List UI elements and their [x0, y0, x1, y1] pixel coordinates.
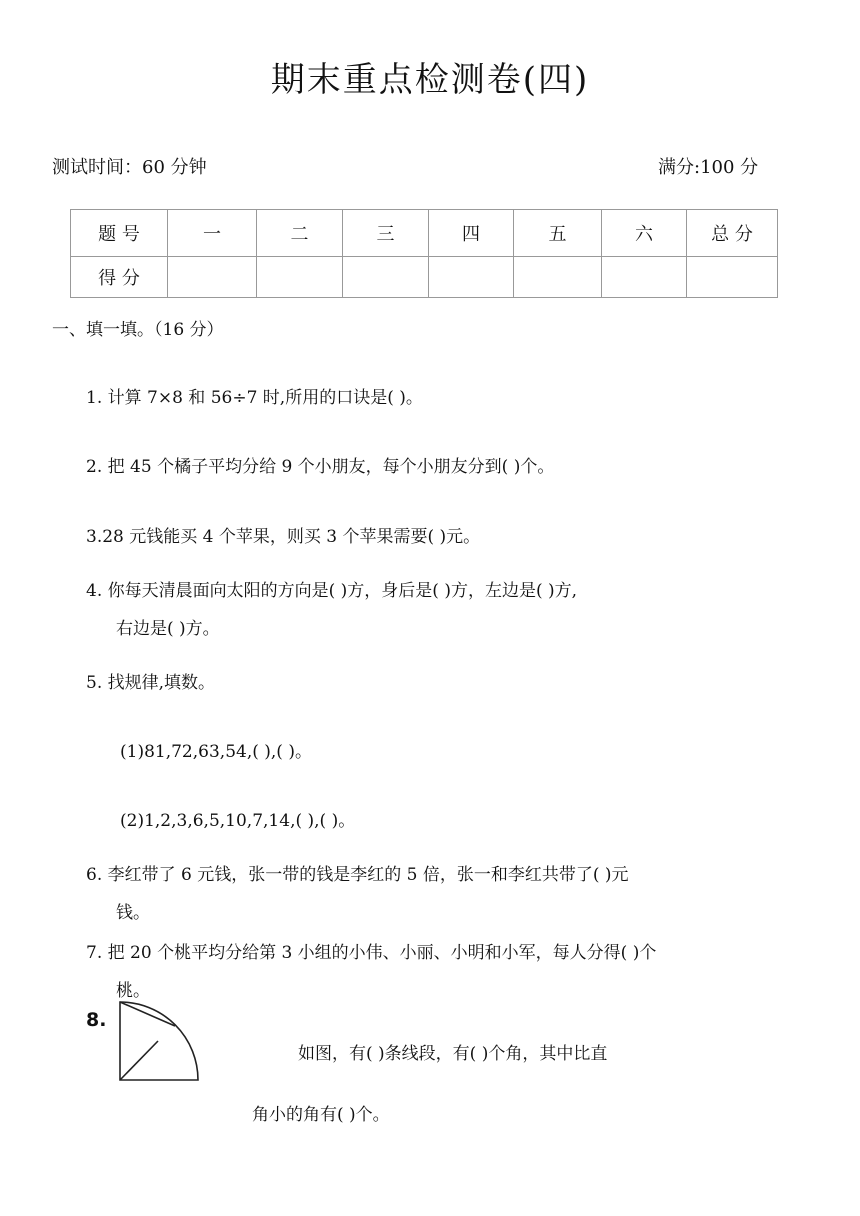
header-cell: 二: [257, 210, 343, 257]
question-2: 2. 把 45 个橘子平均分给 9 个小朋友，每个小朋友分到( )个。: [86, 457, 555, 477]
header-cell: 四: [429, 210, 514, 257]
score-table-header-row: [71, 210, 778, 257]
header-cell: 一: [168, 210, 257, 257]
section-heading: 一、填一填。（16 分）: [52, 320, 224, 340]
score-table: [70, 209, 778, 298]
question-5-part2: (2)1,2,3,6,5,10,7,14,( ),( )。: [120, 811, 356, 831]
header-cell: 总 分: [687, 210, 778, 257]
question-8-line1: 如图，有( )条线段，有( )个角，其中比直: [298, 1044, 608, 1064]
question-6-line2: 钱。: [116, 903, 150, 923]
header-cell: 三: [343, 210, 429, 257]
score-cell[interactable]: [602, 257, 687, 298]
full-score: 满分:100 分: [658, 157, 759, 178]
question-7-line2: 桃。: [116, 981, 150, 1001]
row-label: 得 分: [71, 257, 168, 298]
header-cell: 五: [514, 210, 602, 257]
score-cell[interactable]: [168, 257, 257, 298]
page-title: 期末重点检测卷(四): [270, 60, 590, 100]
question-5-part1: (1)81,72,63,54,( ),( )。: [120, 742, 312, 762]
question-4-line2: 右边是( )方。: [116, 619, 220, 639]
question-8-line2: 角小的角有( )个。: [252, 1105, 390, 1125]
header-cell: 六: [602, 210, 687, 257]
test-time: 测试时间：60 分钟: [52, 157, 207, 178]
score-cell[interactable]: [257, 257, 343, 298]
question-5: 5. 找规律,填数。: [86, 673, 216, 693]
question-1: 1. 计算 7×8 和 56÷7 时,所用的口诀是( )。: [86, 388, 423, 408]
question-8-number: 8.: [86, 1009, 107, 1031]
score-cell[interactable]: [687, 257, 778, 298]
question-6-line1: 6. 李红带了 6 元钱，张一带的钱是李红的 5 倍，张一和李红共带了( )元: [86, 865, 629, 885]
score-cell[interactable]: [514, 257, 602, 298]
quarter-circle-figure: [118, 1000, 202, 1082]
score-cell[interactable]: [343, 257, 429, 298]
question-4-line1: 4. 你每天清晨面向太阳的方向是( )方，身后是( )方，左边是( )方,: [86, 581, 578, 601]
score-table-score-row: [71, 257, 778, 298]
question-3: 3.28 元钱能买 4 个苹果，则买 3 个苹果需要( )元。: [86, 527, 481, 547]
score-cell[interactable]: [429, 257, 514, 298]
question-7-line1: 7. 把 20 个桃平均分给第 3 小组的小伟、小丽、小明和小军，每人分得( )个: [86, 943, 657, 963]
header-cell: 题 号: [71, 210, 168, 257]
